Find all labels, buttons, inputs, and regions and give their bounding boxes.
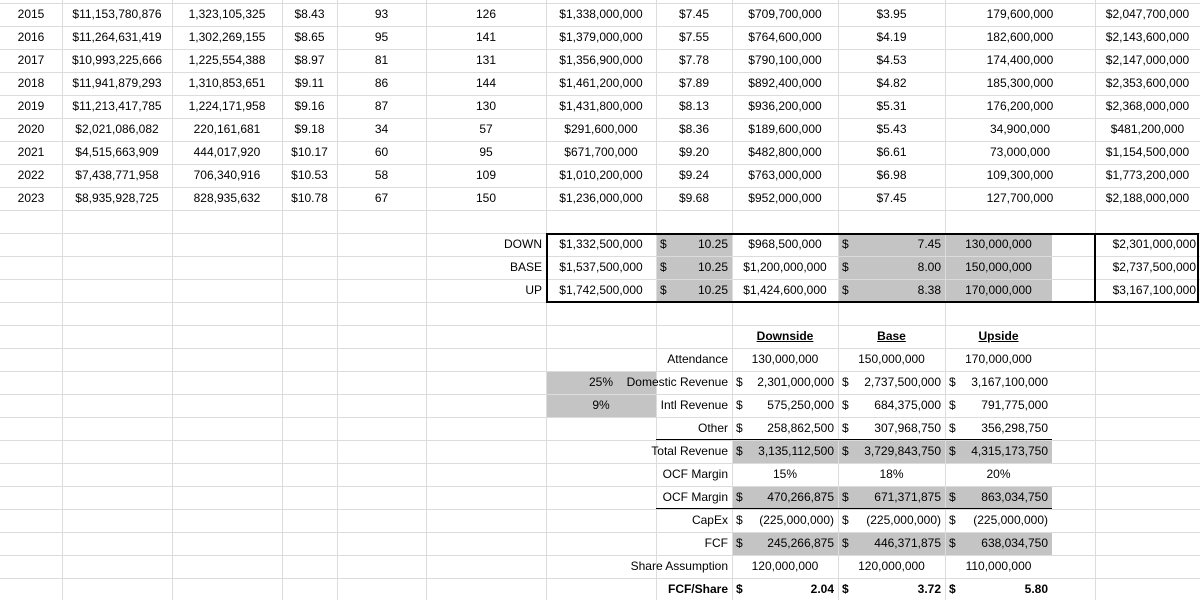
summary-header[interactable]: Upside — [978, 329, 1019, 343]
history-cell[interactable]: $2,353,600,000 — [1105, 76, 1190, 90]
summary-dollar[interactable]: $ — [842, 536, 849, 550]
summary-value[interactable]: 2,737,500,000 — [864, 375, 941, 389]
summary-dollar[interactable]: $ — [842, 375, 849, 389]
history-cell[interactable]: 95 — [374, 30, 389, 44]
history-cell[interactable]: $10.53 — [291, 168, 328, 182]
summary-value[interactable]: (225,000,000) — [973, 513, 1048, 527]
history-cell[interactable]: $7.45 — [876, 191, 907, 205]
summary-header[interactable]: Downside — [756, 329, 814, 343]
history-cell[interactable]: 130 — [475, 99, 497, 113]
history-cell[interactable]: $1,379,000,000 — [559, 30, 643, 44]
summary-value[interactable]: 307,968,750 — [874, 421, 941, 435]
history-cell[interactable]: $1,338,000,000 — [559, 7, 643, 21]
history-cell[interactable]: $2,188,000,000 — [1105, 191, 1190, 205]
history-cell[interactable]: $1,010,200,000 — [559, 168, 643, 182]
scenario-label[interactable]: DOWN — [504, 237, 542, 251]
summary-dollar[interactable]: $ — [736, 444, 743, 458]
history-cell[interactable]: $4,515,663,909 — [75, 145, 159, 159]
history-cell[interactable]: $11,264,631,419 — [72, 30, 162, 44]
summary-value[interactable]: 15% — [772, 467, 798, 481]
history-cell[interactable]: $8,935,928,725 — [75, 191, 159, 205]
history-cell[interactable]: 34,900,000 — [989, 122, 1051, 136]
summary-dollar[interactable]: $ — [842, 444, 849, 458]
history-cell[interactable]: $2,021,086,082 — [75, 122, 159, 136]
summary-value[interactable]: 791,775,000 — [981, 398, 1048, 412]
scenario-revenue[interactable]: $1,742,500,000 — [559, 283, 643, 297]
history-cell[interactable]: $790,100,000 — [748, 53, 822, 67]
summary-dollar[interactable]: $ — [949, 582, 956, 596]
history-cell[interactable]: 73,000,000 — [989, 145, 1051, 159]
history-cell[interactable]: $709,700,000 — [748, 7, 822, 21]
history-cell[interactable]: 2016 — [17, 30, 45, 44]
history-cell[interactable]: $2,047,700,000 — [1105, 7, 1190, 21]
summary-dollar[interactable]: $ — [736, 375, 743, 389]
summary-dollar[interactable]: $ — [736, 421, 743, 435]
history-cell[interactable]: $9.16 — [294, 99, 325, 113]
summary-value[interactable]: (225,000,000) — [866, 513, 941, 527]
history-cell[interactable]: $9.24 — [678, 168, 710, 182]
history-cell[interactable]: $291,600,000 — [564, 122, 638, 136]
history-cell[interactable]: $10,993,225,666 — [71, 53, 163, 67]
summary-label[interactable]: FCF — [704, 536, 728, 550]
history-cell[interactable]: 828,935,632 — [193, 191, 261, 205]
summary-label[interactable]: OCF Margin — [662, 467, 728, 481]
summary-value[interactable]: 3.72 — [917, 582, 941, 596]
summary-dollar[interactable]: $ — [949, 513, 956, 527]
history-cell[interactable]: 93 — [374, 7, 389, 21]
scenario-total[interactable]: $2,301,000,000 — [1112, 237, 1196, 251]
scenario-attendance[interactable]: 150,000,000 — [965, 260, 1032, 274]
summary-value[interactable]: 2,301,000,000 — [757, 375, 834, 389]
summary-label[interactable]: Attendance — [667, 352, 728, 366]
summary-label[interactable]: OCF Margin — [662, 490, 728, 504]
scenario-currency[interactable]: $ — [660, 283, 667, 297]
history-cell[interactable]: 176,200,000 — [986, 99, 1054, 113]
history-cell[interactable]: 81 — [374, 53, 389, 67]
history-cell[interactable]: $189,600,000 — [748, 122, 822, 136]
summary-value[interactable]: 120,000,000 — [751, 559, 819, 573]
history-cell[interactable]: 444,017,920 — [193, 145, 261, 159]
history-cell[interactable]: 2015 — [17, 7, 45, 21]
summary-value[interactable]: 4,315,173,750 — [971, 444, 1048, 458]
summary-value[interactable]: 245,266,875 — [767, 536, 834, 550]
history-cell[interactable]: $1,431,800,000 — [559, 99, 643, 113]
summary-value[interactable]: 2.04 — [810, 582, 834, 596]
summary-value[interactable]: (225,000,000) — [759, 513, 834, 527]
history-cell[interactable]: 1,323,105,325 — [188, 7, 266, 21]
scenario-label[interactable]: UP — [525, 283, 542, 297]
summary-dollar[interactable]: $ — [736, 582, 743, 596]
history-cell[interactable]: $936,200,000 — [748, 99, 822, 113]
history-cell[interactable]: 182,600,000 — [986, 30, 1054, 44]
summary-dollar[interactable]: $ — [842, 582, 849, 596]
scenario-price[interactable]: 10.25 — [697, 260, 728, 274]
history-cell[interactable]: $8.36 — [678, 122, 710, 136]
summary-dollar[interactable]: $ — [949, 375, 956, 389]
history-cell[interactable]: $1,461,200,000 — [559, 76, 643, 90]
history-cell[interactable]: $8.13 — [678, 99, 710, 113]
scenario-total[interactable]: $2,737,500,000 — [1112, 260, 1196, 274]
history-cell[interactable]: 2022 — [17, 168, 45, 182]
history-cell[interactable]: $7.89 — [678, 76, 710, 90]
history-cell[interactable]: 220,161,681 — [193, 122, 261, 136]
scenario-revenue[interactable]: $1,332,500,000 — [559, 237, 643, 251]
history-cell[interactable]: 60 — [374, 145, 389, 159]
summary-dollar[interactable]: $ — [949, 444, 956, 458]
history-cell[interactable]: $9.20 — [678, 145, 710, 159]
scenario-price-2[interactable]: 8.00 — [917, 260, 941, 274]
scenario-box — [546, 233, 1199, 303]
history-cell[interactable]: 179,600,000 — [986, 7, 1054, 21]
scenario-price-2[interactable]: 8.38 — [917, 283, 941, 297]
history-cell[interactable]: $2,368,000,000 — [1105, 99, 1190, 113]
history-cell[interactable]: $8.43 — [294, 7, 325, 21]
scenario-total[interactable]: $3,167,100,000 — [1112, 283, 1196, 297]
history-cell[interactable]: 2019 — [17, 99, 45, 113]
summary-value[interactable]: 18% — [879, 467, 904, 481]
scenario-currency-2[interactable]: $ — [842, 237, 849, 251]
summary-dollar[interactable]: $ — [736, 513, 743, 527]
history-cell[interactable]: 109 — [475, 168, 497, 182]
history-cell[interactable]: $4.53 — [876, 53, 907, 67]
capex-rule — [656, 508, 1052, 509]
summary-value[interactable]: 20% — [986, 467, 1011, 481]
history-cell[interactable]: 174,400,000 — [986, 53, 1054, 67]
summary-value[interactable]: 130,000,000 — [751, 352, 819, 366]
history-cell[interactable]: $10.78 — [291, 191, 328, 205]
history-cell[interactable]: 67 — [374, 191, 389, 205]
history-cell[interactable]: 95 — [479, 145, 493, 159]
history-cell[interactable]: 2020 — [17, 122, 45, 136]
summary-dollar[interactable]: $ — [736, 536, 743, 550]
side-percent[interactable]: 9% — [592, 398, 610, 412]
history-cell[interactable]: $1,236,000,000 — [559, 191, 643, 205]
scenario-currency-2[interactable]: $ — [842, 283, 849, 297]
history-cell[interactable]: 2021 — [17, 145, 45, 159]
history-cell[interactable]: 1,224,171,958 — [188, 99, 266, 113]
history-cell[interactable]: $6.98 — [876, 168, 907, 182]
history-cell[interactable]: $7.78 — [678, 53, 710, 67]
history-cell[interactable]: $4.82 — [876, 76, 907, 90]
summary-dollar[interactable]: $ — [842, 490, 849, 504]
summary-value[interactable]: 575,250,000 — [767, 398, 834, 412]
history-cell[interactable]: $10.17 — [291, 145, 328, 159]
scenario-revenue[interactable]: $1,537,500,000 — [559, 260, 643, 274]
history-cell[interactable]: 144 — [475, 76, 497, 90]
summary-label[interactable]: Total Revenue — [651, 444, 728, 458]
history-cell[interactable]: 126 — [475, 7, 497, 21]
history-cell[interactable]: $671,700,000 — [564, 145, 638, 159]
history-cell[interactable]: 57 — [479, 122, 493, 136]
history-cell[interactable]: $9.68 — [678, 191, 710, 205]
summary-value[interactable]: 5.80 — [1024, 582, 1048, 596]
history-cell[interactable]: $6.61 — [876, 145, 907, 159]
scenario-currency[interactable]: $ — [660, 237, 667, 251]
history-cell[interactable]: 127,700,000 — [986, 191, 1054, 205]
summary-value[interactable]: 446,371,875 — [874, 536, 941, 550]
history-cell[interactable]: $1,773,200,000 — [1105, 168, 1190, 182]
history-cell[interactable]: $482,800,000 — [748, 145, 822, 159]
summary-value[interactable]: 470,266,875 — [767, 490, 834, 504]
summary-value[interactable]: 356,298,750 — [981, 421, 1048, 435]
history-cell[interactable]: $1,154,500,000 — [1105, 145, 1190, 159]
scenario-currency-2[interactable]: $ — [842, 260, 849, 274]
summary-value[interactable]: 863,034,750 — [981, 490, 1048, 504]
summary-value[interactable]: 3,729,843,750 — [864, 444, 941, 458]
summary-value[interactable]: 120,000,000 — [858, 559, 925, 573]
summary-dollar[interactable]: $ — [736, 398, 743, 412]
history-cell[interactable]: 109,300,000 — [986, 168, 1054, 182]
summary-dollar[interactable]: $ — [842, 421, 849, 435]
summary-value[interactable]: 684,375,000 — [874, 398, 941, 412]
summary-value[interactable]: 638,034,750 — [981, 536, 1048, 550]
history-cell[interactable]: $764,600,000 — [748, 30, 822, 44]
history-cell[interactable]: $952,000,000 — [748, 191, 822, 205]
summary-dollar[interactable]: $ — [949, 421, 956, 435]
side-percent[interactable]: 25% — [588, 375, 614, 389]
scenario-revenue-2[interactable]: $1,424,600,000 — [743, 283, 827, 297]
summary-dollar[interactable]: $ — [842, 513, 849, 527]
history-cell[interactable]: $11,213,417,785 — [72, 99, 162, 113]
history-cell[interactable]: 87 — [374, 99, 389, 113]
history-cell[interactable]: $7,438,771,958 — [75, 168, 159, 182]
history-cell[interactable]: 1,225,554,388 — [188, 53, 266, 67]
scenario-box-divider — [1094, 233, 1096, 302]
scenario-label[interactable]: BASE — [509, 260, 542, 274]
scenario-attendance[interactable]: 130,000,000 — [965, 237, 1032, 251]
history-cell[interactable]: 1,302,269,155 — [188, 30, 266, 44]
summary-value[interactable]: 3,135,112,500 — [758, 444, 834, 458]
summary-label[interactable]: Domestic Revenue — [626, 375, 728, 389]
scenario-price[interactable]: 10.25 — [697, 237, 728, 251]
summary-label[interactable]: CapEx — [691, 513, 728, 527]
summary-label[interactable]: Intl Revenue — [660, 398, 728, 412]
history-cell[interactable]: 1,310,853,651 — [188, 76, 266, 90]
history-cell[interactable]: $3.95 — [876, 7, 907, 21]
summary-value[interactable]: 170,000,000 — [965, 352, 1032, 366]
history-cell[interactable]: $2,143,600,000 — [1105, 30, 1190, 44]
summary-dollar[interactable]: $ — [842, 398, 849, 412]
summary-value[interactable]: 258,862,500 — [767, 421, 834, 435]
total-rule — [656, 439, 1052, 440]
summary-value[interactable]: 671,371,875 — [874, 490, 941, 504]
history-cell[interactable]: $7.45 — [678, 7, 710, 21]
history-cell[interactable]: 131 — [475, 53, 497, 67]
history-cell[interactable]: $8.97 — [294, 53, 325, 67]
history-cell[interactable]: $763,000,000 — [748, 168, 822, 182]
history-cell[interactable]: 2018 — [17, 76, 45, 90]
scenario-attendance[interactable]: 170,000,000 — [965, 283, 1032, 297]
history-cell[interactable]: 150 — [475, 191, 497, 205]
summary-label[interactable]: Share Assumption — [630, 559, 728, 573]
history-cell[interactable]: $481,200,000 — [1110, 122, 1185, 136]
summary-header[interactable]: Base — [877, 329, 906, 343]
summary-dollar[interactable]: $ — [949, 536, 956, 550]
history-cell[interactable]: 86 — [374, 76, 389, 90]
summary-dollar[interactable]: $ — [949, 398, 956, 412]
summary-label[interactable]: Other — [697, 421, 728, 435]
history-cell[interactable]: $1,356,900,000 — [559, 53, 643, 67]
history-cell[interactable]: $5.31 — [876, 99, 907, 113]
history-cell[interactable]: 58 — [374, 168, 389, 182]
history-cell[interactable]: $4.19 — [876, 30, 907, 44]
scenario-revenue-2[interactable]: $968,500,000 — [748, 237, 822, 251]
row-divider — [0, 210, 1200, 211]
summary-dollar[interactable]: $ — [949, 490, 956, 504]
history-cell[interactable]: 706,340,916 — [193, 168, 261, 182]
scenario-price[interactable]: 10.25 — [697, 283, 728, 297]
history-cell[interactable]: 2017 — [17, 53, 45, 67]
summary-label[interactable]: FCF/Share — [667, 582, 728, 596]
history-cell[interactable]: $11,153,780,876 — [72, 7, 162, 21]
history-cell[interactable]: 185,300,000 — [986, 76, 1054, 90]
history-cell[interactable]: $2,147,000,000 — [1105, 53, 1190, 67]
history-cell[interactable]: 34 — [374, 122, 389, 136]
summary-dollar[interactable]: $ — [736, 490, 743, 504]
summary-value[interactable]: 110,000,000 — [965, 559, 1032, 573]
history-cell[interactable]: $892,400,000 — [748, 76, 822, 90]
scenario-revenue-2[interactable]: $1,200,000,000 — [743, 260, 827, 274]
history-cell[interactable]: $8.65 — [294, 30, 325, 44]
scenario-price-2[interactable]: 7.45 — [917, 237, 941, 251]
summary-value[interactable]: 3,167,100,000 — [971, 375, 1048, 389]
history-cell[interactable]: $9.18 — [294, 122, 325, 136]
history-cell[interactable]: 141 — [475, 30, 497, 44]
scenario-currency[interactable]: $ — [660, 260, 667, 274]
history-cell[interactable]: $11,941,879,293 — [72, 76, 162, 90]
summary-value[interactable]: 150,000,000 — [858, 352, 925, 366]
history-cell[interactable]: $7.55 — [678, 30, 710, 44]
history-cell[interactable]: $5.43 — [876, 122, 907, 136]
history-cell[interactable]: 2023 — [17, 191, 45, 205]
history-cell[interactable]: $9.11 — [294, 76, 325, 90]
